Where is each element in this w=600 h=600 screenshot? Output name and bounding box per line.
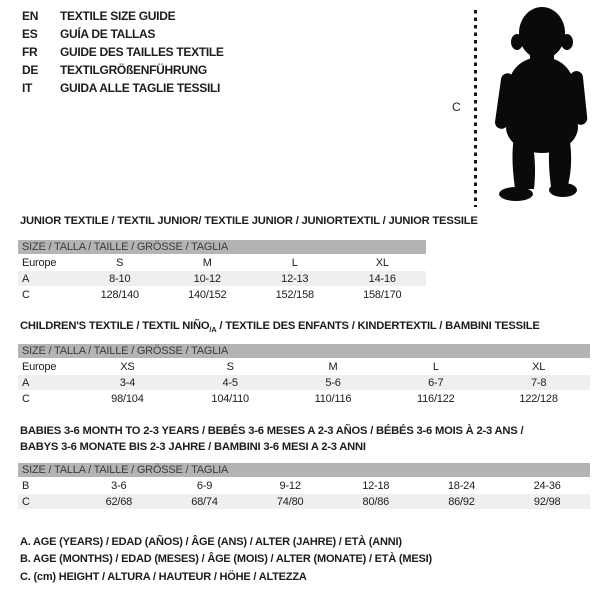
babies-table-title <box>20 423 580 455</box>
table-cell: 68/74 <box>162 494 248 510</box>
table-cell: 10-12 <box>164 271 252 287</box>
table-row-months <box>18 478 590 494</box>
title-line-1: BABIES 3-6 MONTH TO 2-3 YEARS / BEBÉS 3-6 MESES A 2-3 AÑOS / BÉBÉS 3-6 MOIS À 2-3 ANS / <box>20 425 524 437</box>
footnote-height: C. (cm) HEIGHT / ALTURA / HAUTEUR / HÖHE / ALTEZZA <box>20 570 307 583</box>
table-cell: M <box>164 255 252 271</box>
table-cell: 80/86 <box>333 494 419 510</box>
language-label: GUIDA ALLE TAGLIE TESSILI <box>60 81 221 95</box>
table-cell: 3-6 <box>76 478 162 494</box>
title-subscript: /A <box>209 325 217 335</box>
table-cell: 128/140 <box>76 287 164 303</box>
language-row-it <box>22 79 224 97</box>
row-label: A <box>18 375 76 391</box>
baby-silhouette-icon <box>486 5 594 207</box>
row-label: C <box>18 287 76 303</box>
table-cell: 3-4 <box>76 375 179 391</box>
table-cell: 7-8 <box>487 375 590 391</box>
height-measure-label: C <box>452 100 461 114</box>
table-row-height <box>18 287 426 303</box>
language-code: IT <box>22 81 33 95</box>
table-cell: 18-24 <box>419 478 505 494</box>
table-cell: L <box>384 359 487 375</box>
size-header-label: SIZE / TALLA / TAILLE / GRÖSSE / TAGLIA <box>18 344 590 359</box>
table-cell: XS <box>76 359 179 375</box>
language-row-de <box>22 61 224 79</box>
language-label: TEXTILGRÖßENFÜHRUNG <box>60 63 207 77</box>
table-cell: 110/116 <box>282 391 385 407</box>
height-measure-dashed-line <box>474 10 477 207</box>
footnote-age-years: A. AGE (YEARS) / EDAD (AÑOS) / ÂGE (ANS) / ALTER (JAHRE) / ETÀ (ANNI) <box>20 536 402 548</box>
language-code: ES <box>22 27 38 41</box>
row-label: C <box>18 391 76 407</box>
table-cell: XL <box>487 359 590 375</box>
table-cell: 8-10 <box>76 271 164 287</box>
table-row-height <box>18 391 590 407</box>
table-row-height <box>18 494 590 510</box>
table-cell: S <box>76 255 164 271</box>
table-cell: L <box>251 255 339 271</box>
table-cell: 9-12 <box>247 478 333 494</box>
babies-size-table <box>18 463 590 510</box>
children-size-table <box>18 344 590 407</box>
children-table-title <box>20 320 540 334</box>
table-cell: 158/170 <box>339 287 427 303</box>
table-cell: M <box>282 359 385 375</box>
row-label: Europe <box>18 255 76 271</box>
table-cell: 98/104 <box>76 391 179 407</box>
title-line-2: BABYS 3-6 MONATE BIS 2-3 JAHRE / BAMBINI 3-6 MESI A 2-3 ANNI <box>20 441 366 453</box>
table-cell: 6-7 <box>384 375 487 391</box>
table-cell: 4-5 <box>179 375 282 391</box>
row-label: Europe <box>18 359 76 375</box>
table-cell: 12-13 <box>251 271 339 287</box>
row-label: C <box>18 494 76 510</box>
table-cell: 6-9 <box>162 478 248 494</box>
language-row-fr <box>22 43 224 61</box>
table-cell: 14-16 <box>339 271 427 287</box>
table-cell: 152/158 <box>251 287 339 303</box>
size-header-band <box>18 240 426 255</box>
size-header-label: SIZE / TALLA / TAILLE / GRÖSSE / TAGLIA <box>18 463 590 478</box>
language-code: FR <box>22 45 38 59</box>
junior-table-title: JUNIOR TEXTILE / TEXTIL JUNIOR/ TEXTILE JUNIOR / JUNIORTEXTIL / JUNIOR TESSILE <box>20 215 478 227</box>
table-cell: 116/122 <box>384 391 487 407</box>
table-row-age <box>18 375 590 391</box>
size-header-label: SIZE / TALLA / TAILLE / GRÖSSE / TAGLIA <box>18 240 426 255</box>
size-header-band <box>18 463 590 478</box>
table-cell: 62/68 <box>76 494 162 510</box>
row-label: B <box>18 478 76 494</box>
title-part: / TEXTILE DES ENFANTS / KINDERTEXTIL / BAMBINI TESSILE <box>216 320 540 332</box>
language-row-es <box>22 25 224 43</box>
table-cell: S <box>179 359 282 375</box>
table-cell: 122/128 <box>487 391 590 407</box>
table-cell: 12-18 <box>333 478 419 494</box>
table-cell: 92/98 <box>504 494 590 510</box>
table-cell: 5-6 <box>282 375 385 391</box>
language-code: EN <box>22 9 39 23</box>
row-label: A <box>18 271 76 287</box>
language-row-en <box>22 7 224 25</box>
table-row-europe <box>18 359 590 375</box>
table-row-europe <box>18 255 426 271</box>
table-cell: 86/92 <box>419 494 505 510</box>
table-cell: 104/110 <box>179 391 282 407</box>
footnote-age-months: B. AGE (MONTHS) / EDAD (MESES) / ÂGE (MOIS) / ALTER (MONATE) / ETÀ (MESI) <box>20 553 432 566</box>
table-row-age <box>18 271 426 287</box>
language-label: GUÍA DE TALLAS <box>60 27 156 41</box>
title-part: CHILDREN'S TEXTILE / TEXTIL NIÑO <box>20 320 210 332</box>
table-cell: 140/152 <box>164 287 252 303</box>
footnote-legend <box>20 534 432 586</box>
language-list <box>22 7 224 97</box>
language-code: DE <box>22 63 39 77</box>
language-label: GUIDE DES TAILLES TEXTILE <box>60 45 224 59</box>
table-cell: 24-36 <box>504 478 590 494</box>
size-header-band <box>18 344 590 359</box>
language-label: TEXTILE SIZE GUIDE <box>60 9 176 23</box>
junior-size-table <box>18 240 426 303</box>
table-cell: 74/80 <box>247 494 333 510</box>
table-cell: XL <box>339 255 427 271</box>
